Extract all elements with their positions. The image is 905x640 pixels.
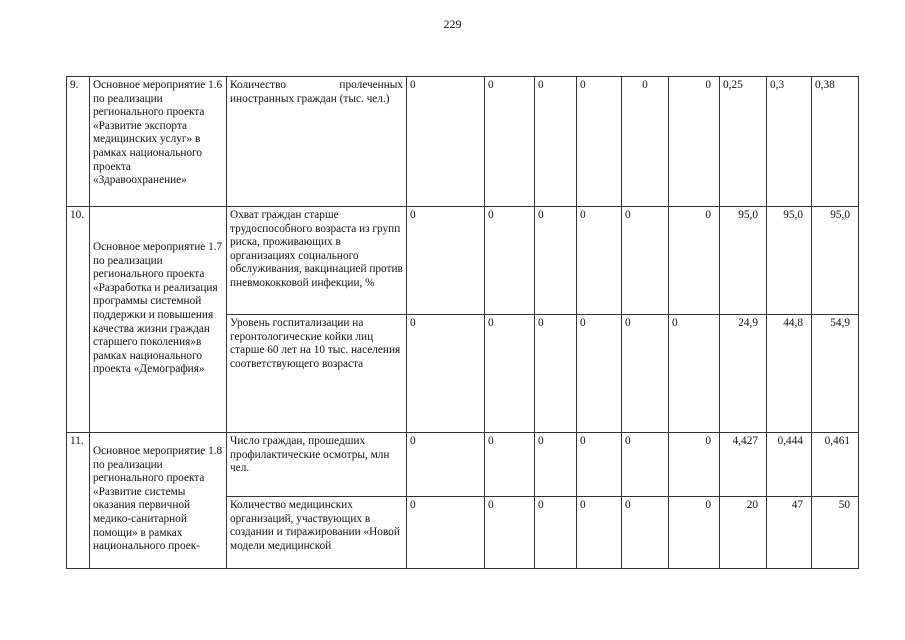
value-cell: 0 xyxy=(535,497,577,569)
event-cell xyxy=(90,207,227,433)
value-cell: 0 xyxy=(577,207,622,315)
event-cell: Основное мероприятие 1.6 по реализации регионального проекта «Развитие экспорта медицинских услуг» в рамках национального проекта «Здравоохранение» xyxy=(90,77,227,207)
value-cell: 0 xyxy=(622,433,669,497)
row-number: 10. xyxy=(67,207,90,433)
value-cell: 24,9 xyxy=(720,315,767,433)
value-cell: 0 xyxy=(622,207,669,315)
table-row xyxy=(67,77,859,207)
value-cell: 0,3 xyxy=(767,77,812,207)
value-cell: 0 xyxy=(485,77,535,207)
value-cell: 47 xyxy=(767,497,812,569)
value-cell: 0 xyxy=(485,433,535,497)
value-cell: 0 xyxy=(407,207,485,315)
value-cell: 95,0 xyxy=(767,207,812,315)
row-number: 11. xyxy=(67,433,90,569)
value-cell: 0 xyxy=(622,315,669,433)
value-cell: 0 xyxy=(407,497,485,569)
value-cell: 95,0 xyxy=(812,207,859,315)
page-number: 229 xyxy=(443,17,462,31)
value-cell: 4,427 xyxy=(720,433,767,497)
value-cell: 0,25 xyxy=(720,77,767,207)
value-cell: 0,38 xyxy=(812,77,859,207)
value-cell: 0 xyxy=(669,207,720,315)
value-cell: 0 xyxy=(669,77,720,207)
value-cell: 0 xyxy=(407,433,485,497)
value-cell: 50 xyxy=(812,497,859,569)
row-number: 9. xyxy=(67,77,90,207)
value-cell: 95,0 xyxy=(720,207,767,315)
value-cell: 20 xyxy=(720,497,767,569)
event-text: Основное мероприятие 1.8 по реализации регионального проекта «Развитие системы оказания первичной медико-санитарной помощи» в рамках национального проек- xyxy=(93,445,223,553)
value-cell: 0 xyxy=(535,315,577,433)
value-cell: 0 xyxy=(535,433,577,497)
value-cell: 0 xyxy=(577,497,622,569)
indicator-name: Охват граждан старше трудоспособного возраста из групп риска, проживающих в организациях социального обслуживания, вакцинацией против пневмококковой инфекции, % xyxy=(227,207,407,315)
table-row xyxy=(67,433,859,497)
indicator-name: Количество медицинских организаций, участвующих в создании и тиражировании «Новой модели медицинской xyxy=(227,497,407,569)
value-cell: 0 xyxy=(622,497,669,569)
value-cell: 0 xyxy=(577,433,622,497)
value-cell: 0 xyxy=(669,315,720,433)
value-cell: 0 xyxy=(669,497,720,569)
program-indicators-table xyxy=(66,76,859,569)
value-cell: 0 xyxy=(535,77,577,207)
value-cell: 0 xyxy=(669,433,720,497)
indicator-name: Уровень госпитализации на геронтологические койки лиц старше 60 лет на 10 тыс. населения соответствующего возраста xyxy=(227,315,407,433)
value-cell: 44,8 xyxy=(767,315,812,433)
event-text: Основное мероприятие 1.7 по реализации регионального проекта «Разработка и реализация программы системной поддержки и повышения качества жизни граждан старшего поколения»в рамках национального проекта «Демография» xyxy=(93,241,223,376)
table-row xyxy=(67,207,859,315)
value-cell: 0,461 xyxy=(812,433,859,497)
value-cell: 0 xyxy=(535,207,577,315)
event-cell xyxy=(90,433,227,569)
value-cell: 0,444 xyxy=(767,433,812,497)
value-cell: 0 xyxy=(622,77,669,207)
value-cell: 0 xyxy=(577,77,622,207)
value-cell: 0 xyxy=(407,315,485,433)
indicator-name: Количество пролеченных иностранных граждан (тыс. чел.) xyxy=(227,77,407,207)
value-cell: 0 xyxy=(485,315,535,433)
value-cell: 0 xyxy=(407,77,485,207)
value-cell: 54,9 xyxy=(812,315,859,433)
value-cell: 0 xyxy=(485,207,535,315)
value-cell: 0 xyxy=(577,315,622,433)
indicator-name: Число граждан, прошедших профилактические осмотры, млн чел. xyxy=(227,433,407,497)
value-cell: 0 xyxy=(485,497,535,569)
